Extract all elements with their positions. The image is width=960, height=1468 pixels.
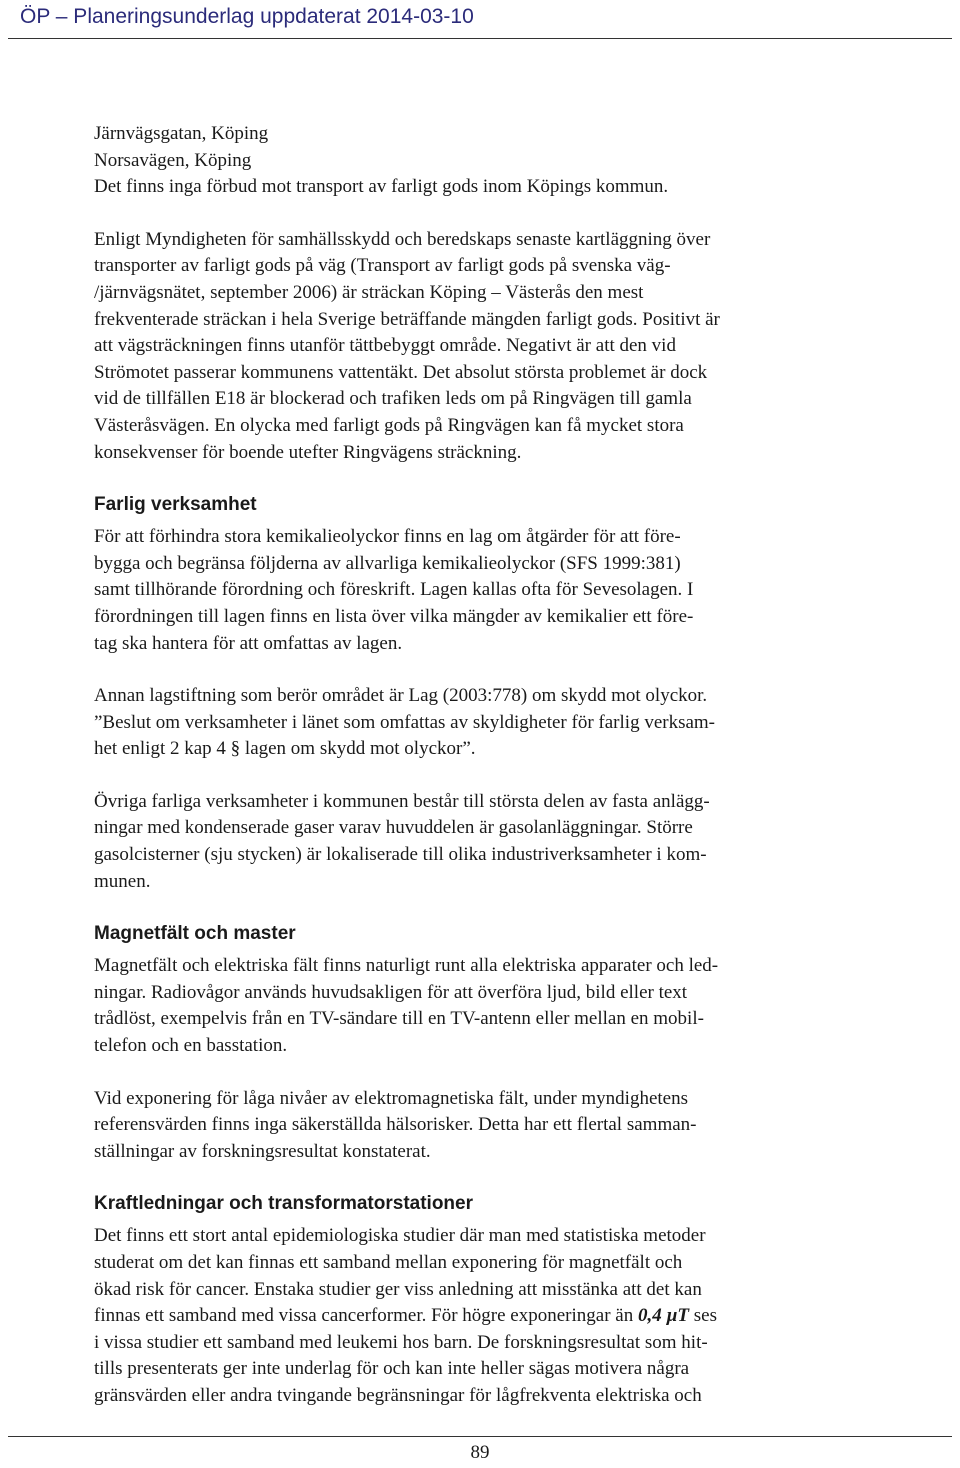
roads-paragraph [94,121,854,201]
page-number: 89 [470,1442,490,1463]
text-line: tag ska hantera för att omfattas av lagen. [94,632,403,654]
text-line: Västeråsvägen. En olycka med farligt gods på Ringvägen kan få mycket stora [94,414,684,436]
msb-paragraph [94,227,854,466]
section-heading-magnetfalt: Magnetfält och master [94,923,296,945]
text-line: Enligt Myndigheten för samhällsskydd och beredskaps senaste kartläggning över [94,228,711,250]
text-line: konsekvenser för boende utefter Ringvägens sträckning. [94,441,522,463]
text-line: het enligt 2 kap 4 § lagen om skydd mot olyckor”. [94,738,476,760]
header-divider [8,38,952,39]
text-line: gasolcisterner (sju stycken) är lokaliserade till olika industriverksamheter i kom- [94,844,707,866]
magnet-paragraph-1 [94,953,854,1059]
text-line: Järnvägsgatan, Köping [94,123,269,144]
text-line: /järnvägsnätet, september 2006) är sträckan Köping – Västerås den mest [94,281,644,303]
text-line: ”Beslut om verksamheter i länet som omfattas av skyldigheter för farlig verksam- [94,711,716,733]
text-line: ökad risk för cancer. Enstaka studier ger viss anledning att misstänka att det kan [94,1278,702,1300]
text-line-with-value [94,1303,854,1330]
text-line: Det finns ett stort antal epidemiologiska studier där man med statistiska metoder [94,1225,706,1247]
text-line: Magnetfält och elektriska fält finns naturligt runt alla elektriska apparater och led- [94,955,719,977]
text-line: Norsavägen, Köping [94,149,252,171]
page-body [94,121,854,1410]
text-line: samt tillhörande förordning och föreskrift. Lagen kallas ofta för Sevesolagen. I [94,579,694,601]
farlig-paragraph-3 [94,789,854,895]
text-line: Vid exponering för låga nivåer av elektromagnetiska fält, under myndighetens [94,1087,688,1109]
text-segment: ses [689,1305,717,1327]
text-line: referensvärden finns inga säkerställda hälsorisker. Detta har ett flertal samman- [94,1114,697,1136]
text-line: Övriga farliga verksamheter i kommunen består till största delen av fasta anlägg- [94,790,710,812]
document-header: ÖP – Planeringsunderlag uppdaterat 2014-03-10 [20,5,474,28]
section-heading-kraftledningar: Kraftledningar och transformatorstationer [94,1193,473,1215]
text-line: gränsvärden eller andra tvingande begränsningar för lågfrekventa elektriska och [94,1384,702,1406]
text-line: ningar med kondenserade gaser varav huvuddelen är gasolanläggningar. Större [94,817,693,839]
text-line: förordningen till lagen finns en lista över vilka mängder av kemikalier ett före- [94,605,694,627]
text-line: ställningar av forskningsresultat konstaterat. [94,1140,431,1162]
text-line: Det finns inga förbud mot transport av farligt gods inom Köpings kommun. [94,176,669,198]
text-line: Annan lagstiftning som berör området är Lag (2003:778) om skydd mot olyckor. [94,685,708,707]
magnet-paragraph-2 [94,1086,854,1166]
text-line: Strömotet passerar kommunens vattentäkt. Det absolut största problemet är dock [94,361,708,383]
footer-divider [8,1436,952,1437]
text-line: munen. [94,870,151,892]
text-line: ningar. Radiovågor används huvudsakligen för att överföra ljud, bild eller text [94,981,688,1003]
farlig-paragraph-2 [94,683,854,763]
text-line: För att förhindra stora kemikalieolyckor finns en lag om åtgärder för att före- [94,526,681,548]
text-line: transporter av farligt gods på väg (Transport av farligt gods på svenska väg- [94,255,671,277]
exposure-threshold-value: 0,4 µT [637,1305,690,1327]
farlig-paragraph-1 [94,524,854,657]
text-line: telefon och en basstation. [94,1035,288,1057]
text-line: frekventerade sträckan i hela Sverige beträffande mängden farligt gods. Positivt är [94,308,720,330]
text-line: vid de tillfällen E18 är blockerad och trafiken leds om på Ringvägen till gamla [94,388,692,410]
text-line: bygga och begränsa följderna av allvarliga kemikalieolyckor (SFS 1999:381) [94,552,681,574]
text-segment: finnas ett samband med vissa cancerformer. För högre exponeringar än [94,1305,638,1327]
text-line: trådlöst, exempelvis från en TV-sändare till en TV-antenn eller mellan en mobil- [94,1008,704,1030]
section-heading-farlig-verksamhet: Farlig verksamhet [94,494,257,516]
text-line: tills presenterats ger inte underlag för och kan inte heller sägas motivera några [94,1358,690,1380]
text-line: studerat om det kan finnas ett samband mellan exponering för magnetfält och [94,1252,683,1273]
kraft-paragraph-1 [94,1223,854,1409]
text-line: i vissa studier ett samband med leukemi hos barn. De forskningsresultat som hit- [94,1331,708,1353]
text-line: att vägsträckningen finns utanför tättbebyggt område. Negativt är att den vid [94,335,676,357]
